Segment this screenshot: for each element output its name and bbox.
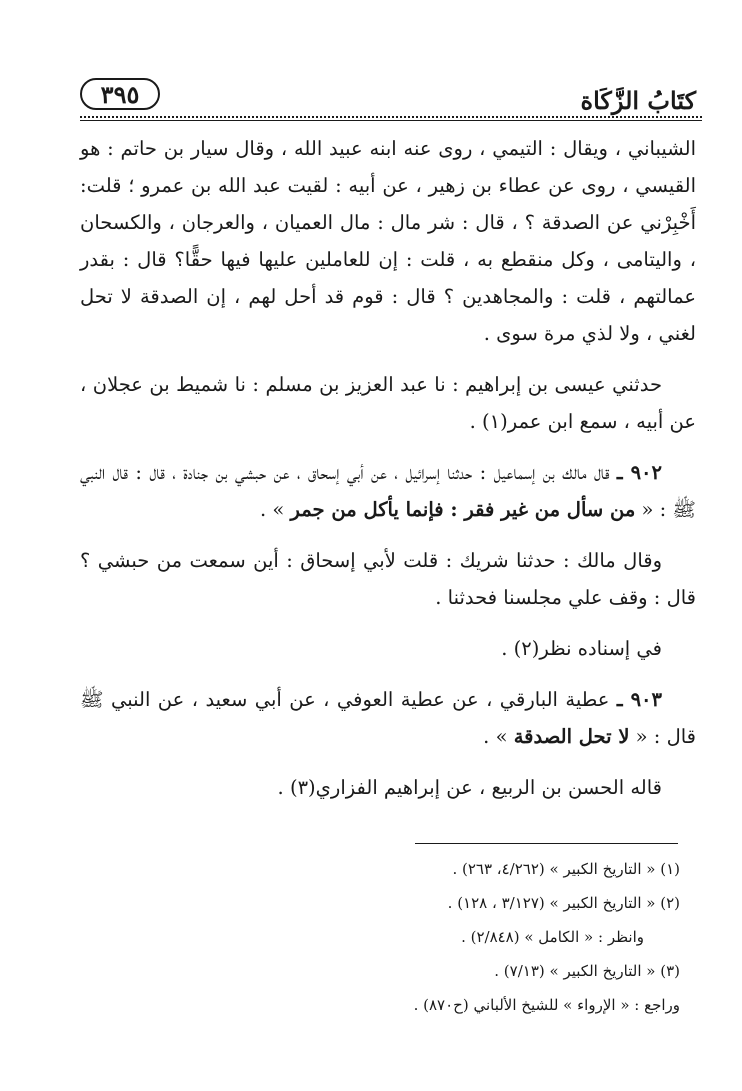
quote-close: » . — [259, 498, 285, 521]
hadith-text: قال مالك بن إسماعيل : حدثنا إسرائيل ، عن أبي إسحاق ، عن حبشي بن جنادة ، قال : قال النبي ﷺ : « — [80, 461, 696, 521]
footnote-2-see-also: وانظر : « الكامل » (٢/٨٤٨) . — [461, 928, 644, 946]
header-rule — [80, 116, 702, 121]
footnotes — [200, 852, 680, 1022]
hadith-number: ٩٠٢ ـ — [616, 461, 662, 484]
footnote-2: (٢) « التاريخ الكبير » (٣/١٢٧ ، ١٢٨) . — [447, 894, 680, 912]
footnote-1: (١) « التاريخ الكبير » (٤/٢٦٢، ٢٦٣) . — [452, 860, 680, 878]
hadith-number: ٩٠٣ ـ — [616, 688, 662, 711]
paragraph-chain-isa: حدثني عيسى بن إبراهيم : نا عبد العزيز بن مسلم : نا شميط بن عجلان ، عن أبيه ، سمع ابن عمر(١) . — [80, 373, 696, 433]
hadith-902 — [80, 454, 696, 528]
paragraph-isnad-note: في إسناده نظر(٢) . — [501, 637, 662, 660]
hadith-903 — [80, 681, 696, 755]
hadith-quote: لا تحل الصدقة — [513, 725, 630, 748]
book-title: كتَابُ الزَّكَاة — [580, 86, 696, 115]
footnote-separator — [415, 843, 678, 844]
paragraph-hasan: قاله الحسن بن الربيع ، عن إبراهيم الفزاري(٣) . — [277, 776, 662, 799]
paragraph-malik-sharik: وقال مالك : حدثنا شريك : قلت لأبي إسحاق : أين سمعت من حبشي ؟ قال : وقف علي مجلسنا فحدثنا . — [80, 549, 696, 609]
hadith-text: عطية البارقي ، عن عطية العوفي ، عن أبي سعيد ، عن النبي ﷺ قال : « — [80, 688, 696, 748]
main-text — [80, 130, 696, 806]
page-number-badge: ٣٩٥ — [80, 78, 160, 110]
footnote-3: (٣) « التاريخ الكبير » (٧/١٣) . — [494, 962, 680, 980]
footnote-3-see-also: وراجع : « الإرواء » للشيخ الألباني (ح٨٧٠) . — [413, 996, 680, 1014]
paragraph-continuation: الشيباني ، ويقال : التيمي ، روى عنه ابنه عبيد الله ، وقال سيار بن حاتم : هو القيسي ، روى عن عطاء بن زهير ، عن أبيه : لقيت عبد الله بن عمرو ؛ قلت: أَخْبِرْني عن الصدقة ؟ ، قال : شر مال : مال العميان ، والعرجان ، والكسحان ، واليتامى ، وكل منقطع به ، قلت : إن للعاملين عليها فيها حقًّا؟ قال : بقدر عمالتهم ، قلت : والمجاهدين ؟ قال : قوم قد أحل لهم ، إن الصدقة لا تحل لغني ، ولا لذي مرة سوى . — [80, 137, 696, 345]
quote-close: » . — [483, 725, 508, 748]
hadith-quote: من سأل من غير فقر : فإنما يأكل من جمر — [290, 498, 636, 521]
page-header — [80, 74, 696, 118]
